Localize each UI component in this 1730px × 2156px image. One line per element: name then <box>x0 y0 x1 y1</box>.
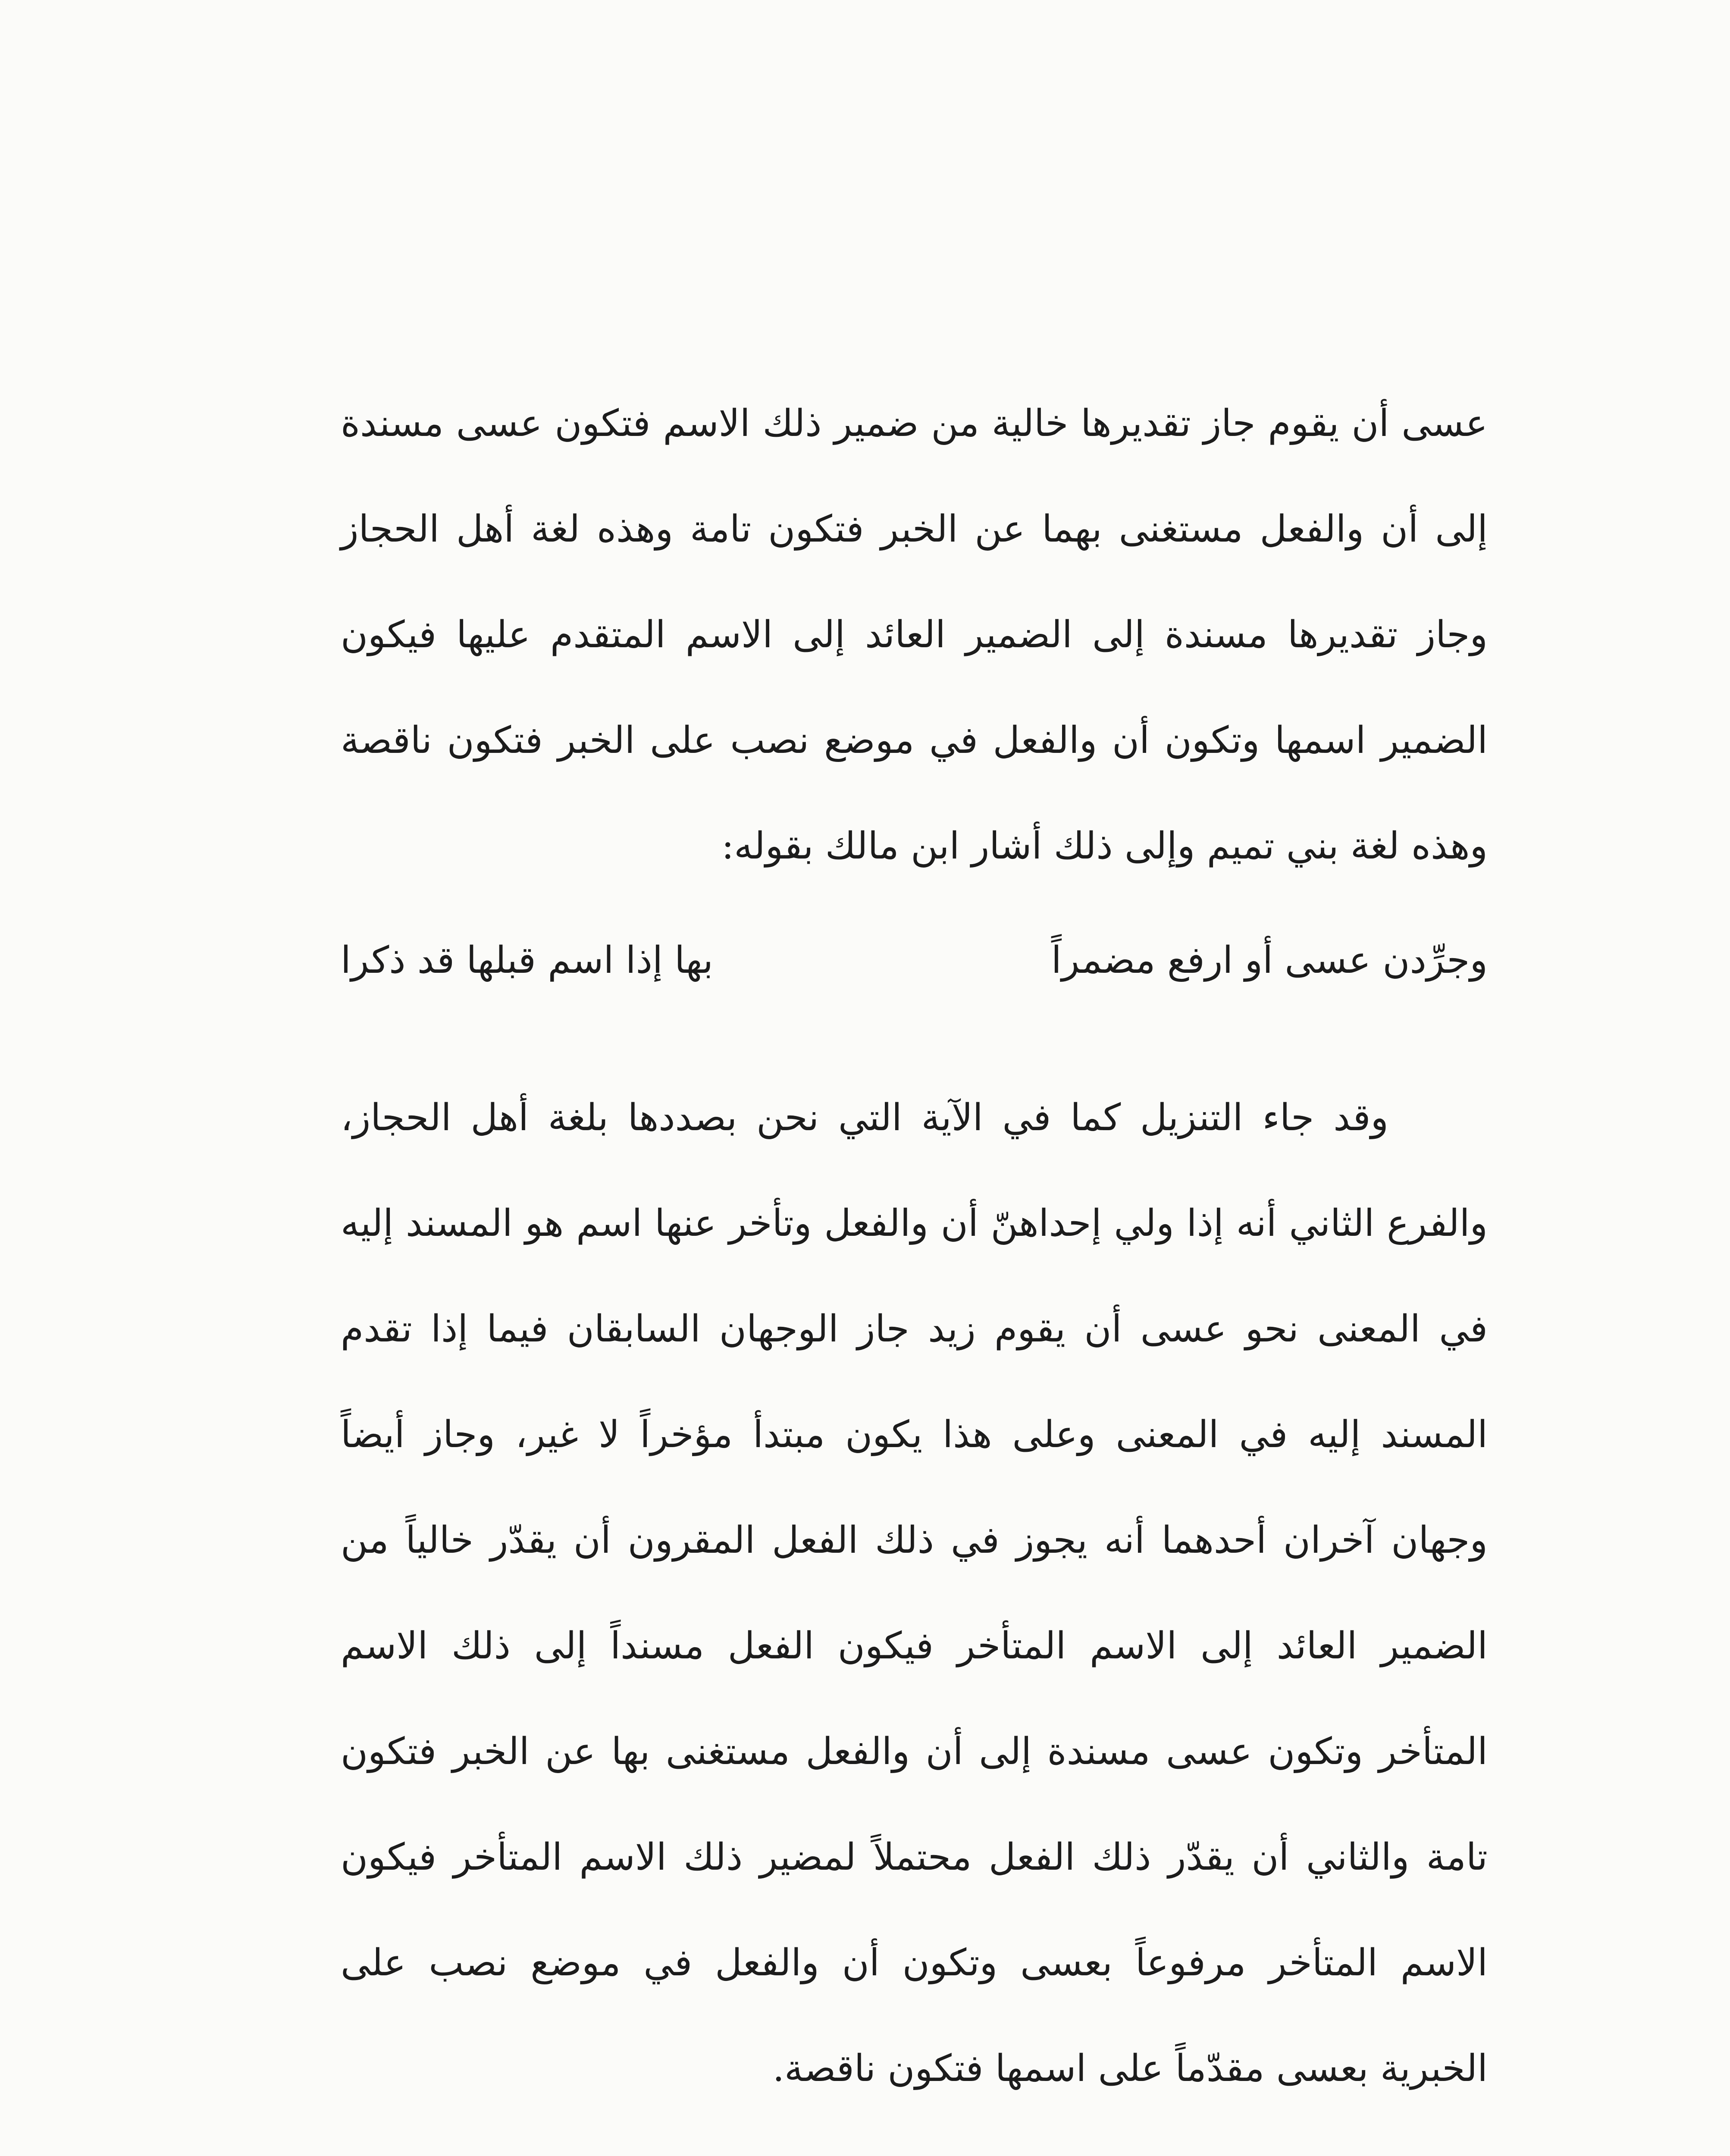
section-2-paragraph <box>341 2134 1488 2156</box>
paragraph-2: وقد جاء التنزيل كما في الآية التي نحن بصددها بلغة أهل الحجاز، والفرع الثاني أنه إذا ولي إحداهنّ أن والفعل وتأخر عنها اسم هو المسند إليه في المعنى نحو عسى أن يقوم زيد جاز الوجهان السابقان فيما إذا تقدم المسند إليه في المعنى وعلى هذا يكون مبتدأ مؤخراً لا غير، وجاز أيضاً وجهان آخران أحدهما أنه يجوز في ذلك الفعل المقرون أن يقدّر خالياً من الضمير العائد إلى الاسم المتأخر فيكون الفعل مسنداً إلى ذلك الاسم المتأخر وتكون عسى مسندة إلى أن والفعل مستغنى بها عن الخبر فتكون تامة والثاني أن يقدّر ذلك الفعل محتملاً لمضير ذلك الاسم المتأخر فيكون الاسم المتأخر مرفوعاً بعسى وتكون أن والفعل في موضع نصب على الخبرية بعسى مقدّماً على اسمها فتكون ناقصة. <box>341 1096 1488 2090</box>
verse-hemistich-2: بها إذا اسم قبلها قد ذكرا <box>341 939 713 982</box>
poetry-verse <box>341 908 1488 1013</box>
verse-hemistich-1: وجرِّدن عسى أو ارفع مضمراً <box>1051 939 1488 982</box>
paragraph-1: عسى أن يقوم جاز تقديرها خالية من ضمير ذلك الاسم فتكون عسى مسندة إلى أن والفعل مستغنى بهما عن الخبر فتكون تامة وهذه لغة أهل الحجاز وجاز تقديرها مسندة إلى الضمير العائد إلى الاسم المتقدم عليها فيكون الضمير اسمها وتكون أن والفعل في موضع نصب على الخبر فتكون ناقصة وهذه لغة بني تميم وإلى ذلك أشار ابن مالك بقوله: <box>341 402 1488 868</box>
page-body <box>341 371 1488 2156</box>
